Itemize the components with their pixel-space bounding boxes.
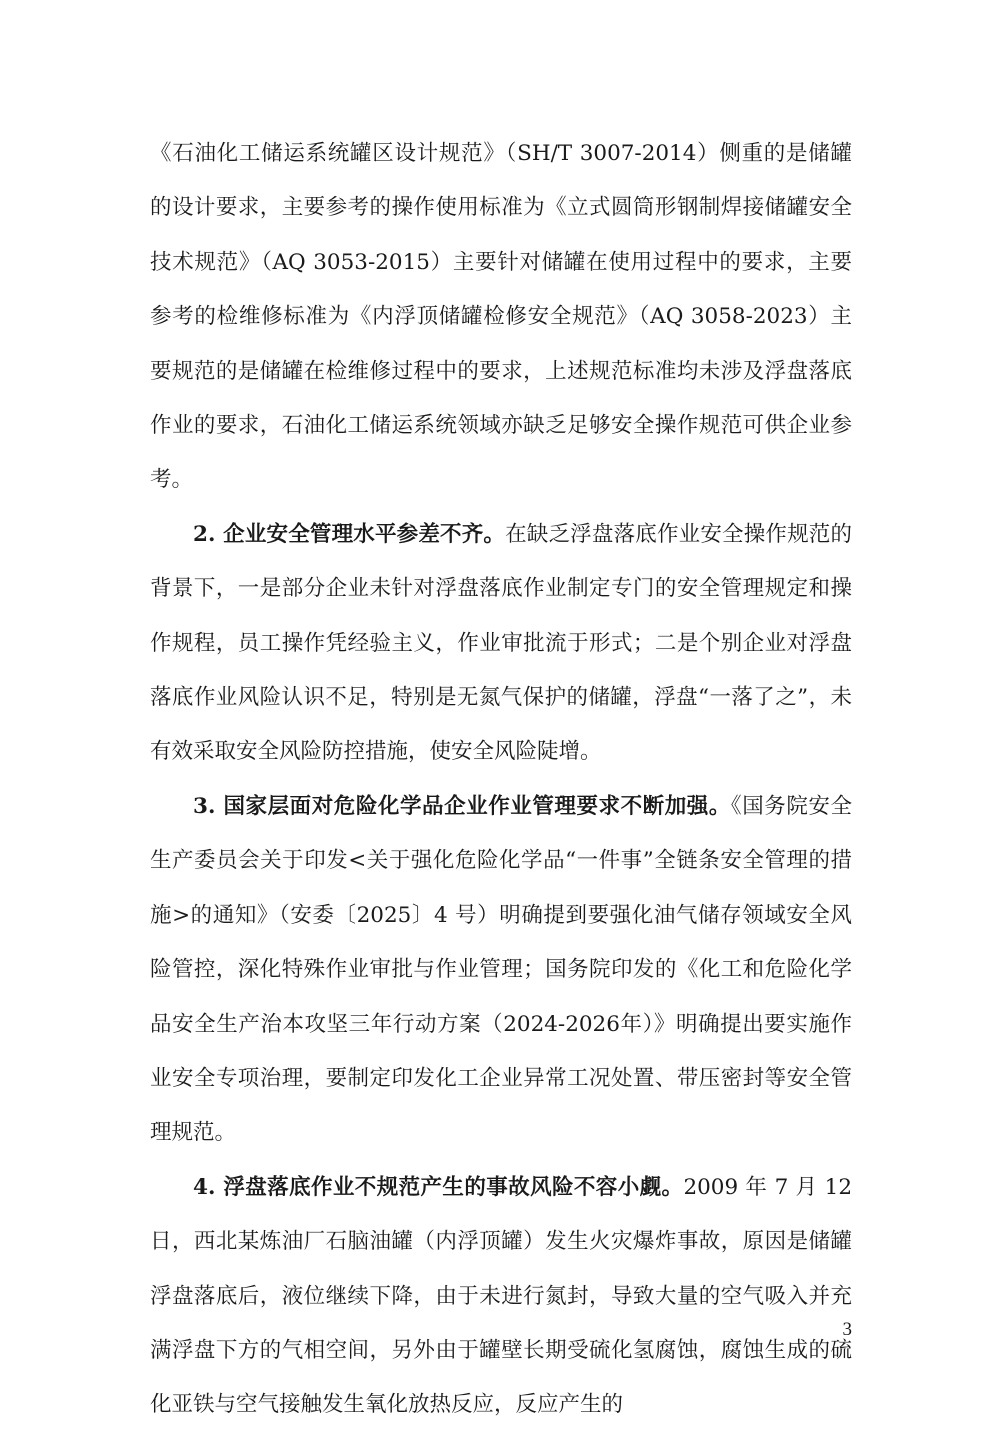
paragraph-4-text: 2009 年 7 月 12 日，西北某炼油厂石脑油罐（内浮顶罐）发生火灾爆炸事故，原因是储罐浮盘落底后，液位继续下降，由于未进行氮封，导致大量的空气吸入并充满浮盘下方的气相空间，另外由于罐壁长期受硫化氢腐蚀，腐蚀生成的硫化亚铁与空气接触发生氧化放热反应，反应产生的 <box>150 1174 853 1418</box>
body-text <box>150 127 852 1433</box>
paragraph-4 <box>150 1161 852 1433</box>
paragraph-3-text: 《国务院安全生产委员会关于印发<关于强化危险化学品“一件事”全链条安全管理的措施>的通知》（安委〔2025〕4 号）明确提到要强化油气储存领域安全风险管控，深化特殊作业审批与作业管理；国务院印发的《化工和危险化学品安全生产治本攻坚三年行动方案（2024-2026年）》明确提出要实施作业安全专项治理，要制定印发化工企业异常工况处置、带压密封等安全管理规范。 <box>150 793 852 1146</box>
paragraph-2 <box>150 508 852 780</box>
paragraph-2-heading: 2. 企业安全管理水平参差不齐。 <box>193 521 506 547</box>
paragraph-1-text: 《石油化工储运系统罐区设计规范》（SH/T 3007-2014）侧重的是储罐的设计要求，主要参考的操作使用标准为《立式圆筒形钢制焊接储罐安全技术规范》（AQ 3053-2015）主要针对储罐在使用过程中的要求，主要参考的检维修标准为《内浮顶储罐检修安全规范》（AQ 3058-2023）主要规范的是储罐在检维修过程中的要求，上述规范标准均未涉及浮盘落底作业的要求，石油化工储运系统领域亦缺乏足够安全操作规范可供企业参考。 <box>150 141 852 493</box>
paragraph-3 <box>150 780 852 1161</box>
paragraph-4-heading: 4. 浮盘落底作业不规范产生的事故风险不容小觑。 <box>193 1174 684 1200</box>
paragraph-2-text: 在缺乏浮盘落底作业安全操作规范的背景下，一是部分企业未针对浮盘落底作业制定专门的安全管理规定和操作规程，员工操作凭经验主义，作业审批流于形式；二是个别企业对浮盘落底作业风险认识不足，特别是无氮气保护的储罐，浮盘“一落了之”，未有效采取安全风险防控措施，使安全风险陡增。 <box>150 521 852 765</box>
paragraph-3-heading: 3. 国家层面对危险化学品企业作业管理要求不断加强。 <box>193 793 731 819</box>
paragraph-1 <box>150 127 852 508</box>
page-number: 3 <box>842 1319 852 1340</box>
